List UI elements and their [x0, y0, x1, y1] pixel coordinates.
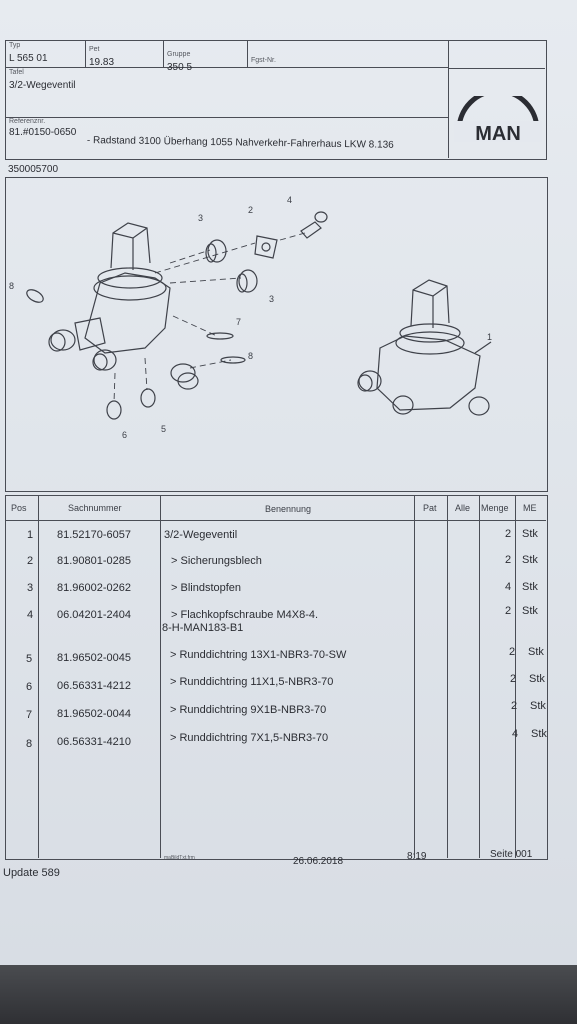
row-me: Stk: [531, 728, 547, 740]
row-menge: 2: [505, 605, 512, 617]
row-sachnummer: 06.04201-2404: [57, 609, 132, 621]
row-me: Stk: [522, 605, 538, 617]
row-benennung: > Sicherungsblech: [171, 555, 262, 567]
column-header-menge: Menge: [481, 503, 509, 513]
background-surface: [0, 965, 577, 1024]
callout-3a: 3: [198, 213, 204, 223]
row-pos: 5: [26, 653, 33, 665]
row-sachnummer: 81.96502-0044: [57, 708, 132, 720]
referenz-code: 81.#0150-0650: [9, 127, 77, 138]
row-benennung: > Flachkopfschraube M4X8-4.: [171, 609, 319, 621]
pet-label: Pet: [89, 46, 100, 53]
row-pos: 6: [26, 681, 33, 693]
callout-8b: 8: [9, 281, 15, 291]
column-header-alle: Alle: [455, 503, 471, 513]
valve-assembled-view: [358, 280, 491, 415]
typ-value: L 565 01: [9, 53, 48, 64]
exploded-view-diagram: [5, 178, 546, 490]
gruppe-label: Gruppe: [167, 51, 191, 58]
row-me: Stk: [522, 528, 538, 540]
tafel-label: Tafel: [9, 69, 24, 76]
callout-7: 7: [236, 317, 242, 327]
row-benennung: > Runddichtring 11X1,5-NBR3-70: [170, 676, 334, 688]
callout-3b: 3: [269, 294, 275, 304]
row-menge: 2: [509, 646, 516, 658]
row-me: Stk: [529, 673, 545, 685]
row-pos: 8: [26, 738, 33, 750]
row-menge: 2: [511, 700, 518, 712]
column-header-sachnummer: Sachnummer: [68, 503, 122, 513]
callout-1: 1: [487, 332, 493, 342]
row-sachnummer: 81.96002-0262: [57, 582, 132, 594]
referenz-label: Referenznr.: [9, 118, 46, 125]
svg-text:MAN: MAN: [475, 123, 521, 144]
column-header-pos: Pos: [11, 503, 27, 513]
row-menge: 4: [505, 581, 512, 593]
row-me: Stk: [522, 581, 538, 593]
document-number: 350005700: [8, 164, 59, 175]
row-sachnummer: 81.52170-6057: [57, 529, 132, 541]
row-pos: 1: [27, 529, 34, 541]
callout-6: 6: [122, 430, 128, 440]
gruppe-value: 350 5: [167, 62, 193, 73]
row-me: Stk: [530, 700, 546, 712]
row-pos: 2: [27, 555, 34, 567]
row-pos: 7: [26, 709, 33, 721]
row-menge: 4: [512, 728, 519, 740]
row-pos: 3: [27, 582, 34, 594]
row-sachnummer: 06.56331-4212: [57, 680, 132, 692]
footer-form-name: maBildTxt.frm: [164, 855, 195, 861]
callout-8a: 8: [248, 351, 254, 361]
column-header-pat: Pat: [423, 503, 437, 513]
row-sachnummer: 81.90801-0285: [57, 555, 132, 567]
footer-page-number: Seite 001: [490, 849, 533, 860]
referenz-description: - Radstand 3100 Überhang 1055 Nahverkehr-Fahrerhaus LKW 8.136: [86, 135, 394, 151]
row-menge: 2: [510, 673, 517, 685]
column-header-me: ME: [523, 503, 537, 513]
row-sachnummer: 81.96502-0045: [57, 652, 132, 664]
row-pos: 4: [27, 609, 34, 621]
row-me: Stk: [528, 646, 544, 658]
typ-label: Typ: [9, 42, 21, 49]
callout-4: 4: [287, 195, 293, 205]
row-me: Stk: [522, 554, 538, 566]
valve-exploded-assembly: [25, 212, 327, 419]
column-header-benennung: Benennung: [265, 504, 312, 514]
row-benennung-continued: 8-H-MAN183-B1: [162, 622, 244, 634]
footer-date: 26.06.2018: [293, 856, 344, 867]
row-benennung: > Runddichtring 9X1B-NBR3-70: [170, 704, 327, 716]
row-benennung: > Runddichtring 13X1-NBR3-70-SW: [170, 649, 347, 661]
callout-5: 5: [161, 424, 167, 434]
callout-2: 2: [248, 205, 254, 215]
tafel-value: 3/2-Wegeventil: [9, 80, 76, 91]
footer-update: Update 589: [3, 867, 60, 879]
row-benennung: 3/2-Wegeventil: [164, 529, 238, 541]
fgst-label: Fgst-Nr.: [251, 57, 276, 64]
row-benennung: > Runddichtring 7X1,5-NBR3-70: [170, 732, 329, 744]
row-benennung: > Blindstopfen: [171, 582, 242, 594]
man-logo: [452, 96, 544, 144]
row-sachnummer: 06.56331-4210: [57, 736, 132, 748]
row-menge: 2: [505, 528, 512, 540]
row-menge: 2: [505, 554, 512, 566]
pet-value: 19.83: [89, 57, 115, 68]
footer-time: 8:19: [407, 851, 427, 862]
